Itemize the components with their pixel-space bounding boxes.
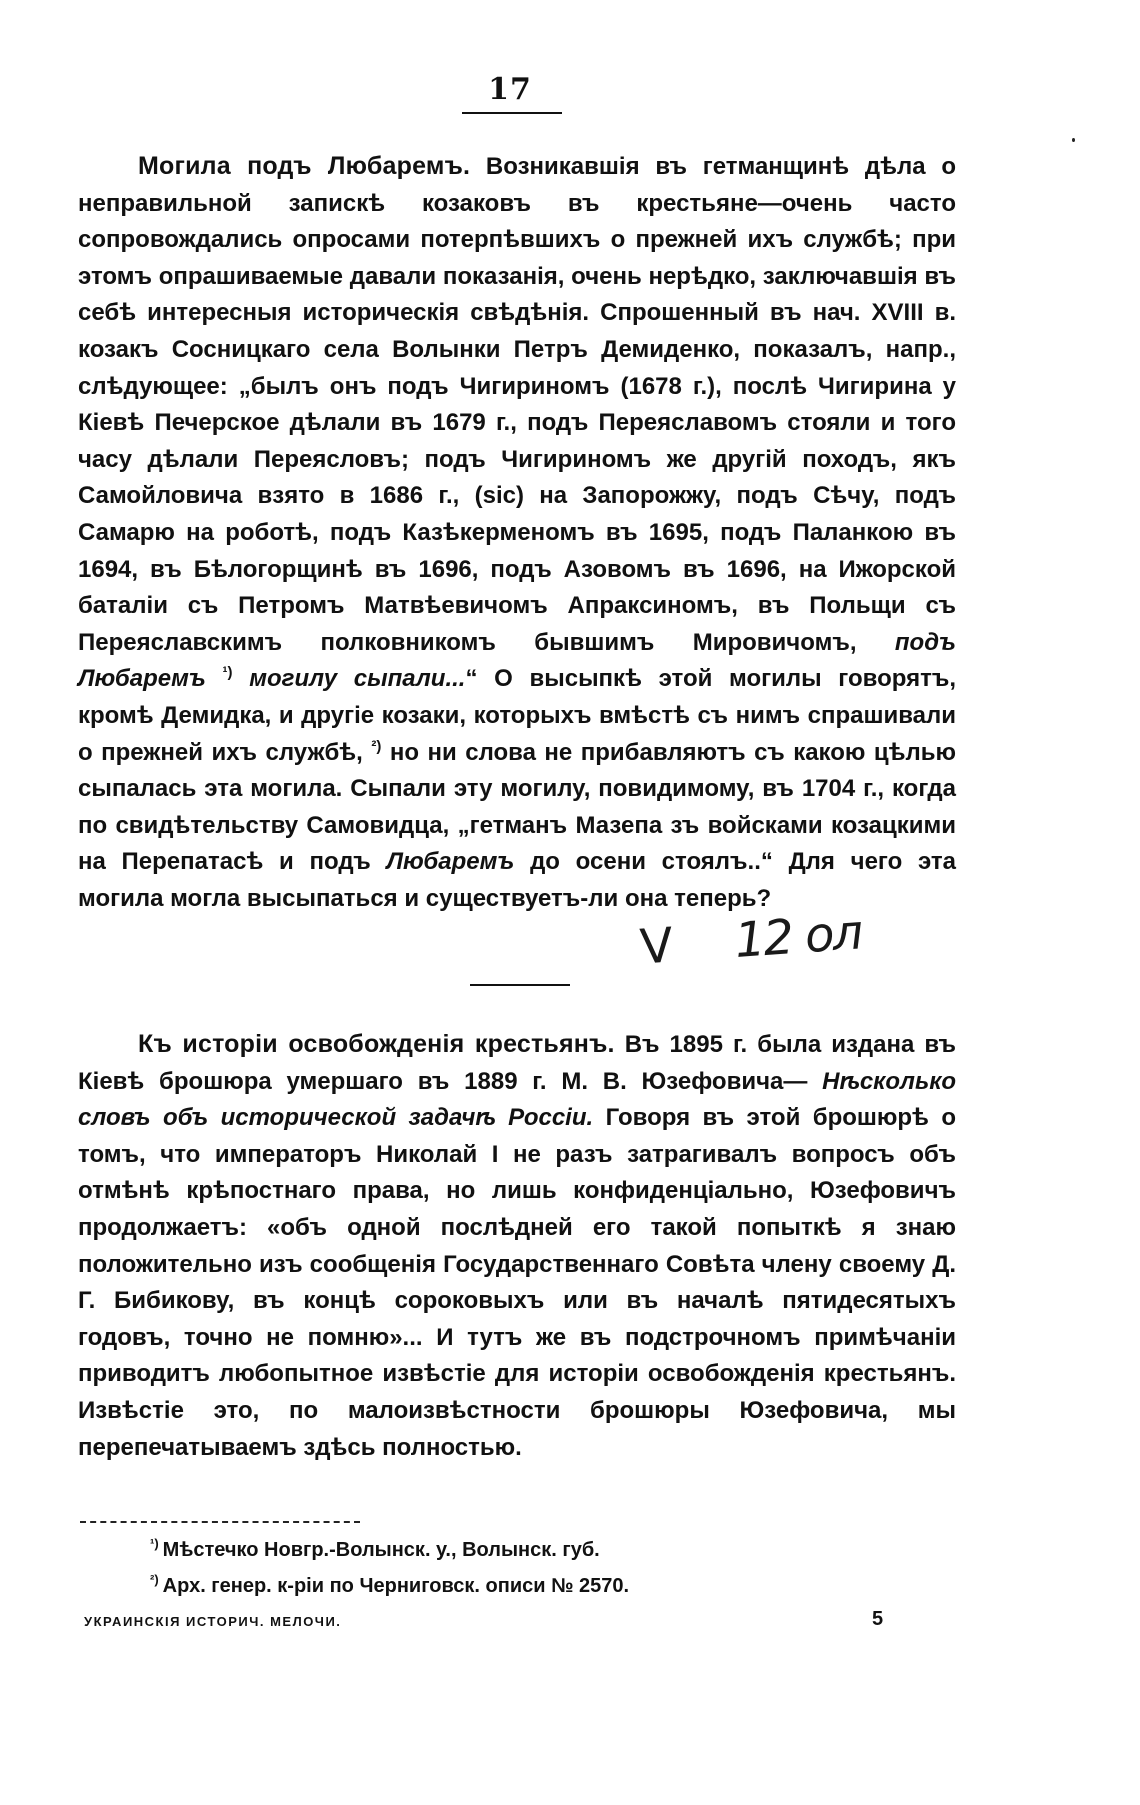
section-peasants-text-b: Говоря въ этой брошюрѣ о томъ, что императоръ Николай I не разъ затрагивалъ вопросъ объ отмѣнѣ крѣпостнаго права, но лишь конфиденціально, Юзефовичъ продолжаетъ: «объ одной послѣдней его такой попыткѣ я знаю положительно изъ сообщенія Государственнаго Совѣта члену своему Д. Г. Бибикову, въ концѣ сороковыхъ или въ началѣ пятидесятыхъ годовъ, точно не помню»... И тутъ же въ подстрочномъ примѣчаніи приводитъ любопытное извѣстіе для исторіи освобожденія крестьянъ. Извѣстіе это, по малоизвѣстности брошюры Юзефовича, мы перепечатываемъ здѣсь полностью.	[78, 1104, 956, 1461]
section-mogila-text-c: но ни слова не прибавляютъ съ какою цѣлью сыпалась эта могила. Сыпали эту могилу, повидимому, въ 1704 г., когда по свидѣтельству Самовидца, „гетманъ Мазепа зъ войсками козацкими на Перепатасѣ и подъ	[78, 738, 957, 876]
page-footer-signature: УКРАИНСКІЯ ИСТОРИЧ. МЕЛОЧИ.	[84, 1614, 342, 1629]
section-mogila-italic-3: Любаремъ	[386, 848, 515, 876]
footnote-1	[150, 1532, 930, 1568]
page-footer-signature-mark: 5	[872, 1608, 884, 1630]
section-peasants-italic: Нѣсколько словъ объ исторической задачѣ Россіи.	[78, 1067, 957, 1132]
footnote-2-mark: ²)	[150, 1572, 159, 1588]
footnote-2	[150, 1568, 930, 1604]
footnote-1-mark: ¹)	[150, 1536, 159, 1552]
footnote-rule	[80, 1521, 360, 1523]
section-mogila-italic-1: подъ Любаремъ	[78, 628, 956, 693]
section-divider	[470, 984, 570, 986]
section-mogila	[78, 148, 956, 917]
footnote-ref-1: ¹)	[222, 664, 233, 682]
footnote-2-text: Арх. генер. к-ріи по Черниговск. описи № 2570.	[162, 1575, 629, 1597]
section-peasants-text-a: Въ 1895 г. была издана въ Кіевѣ брошюра умершаго въ 1889 г. М. В. Юзефовича—	[78, 1031, 956, 1095]
section-mogila-italic-2: могилу сыпали...	[249, 665, 466, 693]
section-mogila-text-a: Возникавшія въ гетманщинѣ дѣла о неправильной запискѣ козаковъ въ крестьяне—очень часто сопровождались опросами потерпѣвшихъ о прежней ихъ службѣ; при этомъ опрашиваемые давали показанія, очень нерѣдко, заключавшія въ себѣ интересныя историческія свѣдѣнія. Спрошенный въ нач. XVIII в. козакъ Сосницкаго села Волынки Петръ Демиденко, показалъ, напр., слѣдующее: „былъ онъ подъ Чигириномъ (1678 г.), послѣ Чигирина у Кіевѣ Печерское дѣлали въ 1679 г., подъ Переяславомъ стояли и того часу дѣлали Переясловъ; подъ Чигириномъ же другій походъ, якъ Самойловича взято в 1686 г., (sic) на Запорожжу, подъ Сѣчу, подъ Самарю на роботѣ, подъ Казѣкерменомъ въ 1695, подъ Паланкою въ 1694, въ Бѣлогорщинѣ въ 1696, подъ Азовомъ въ 1696, на Ижорской баталіи съ Петромъ Матвѣевичомъ Апраксиномъ, въ Польщи съ Переяславскимъ полковникомъ бывшимъ Мировичомъ,	[78, 153, 957, 656]
handwritten-number: 12 ол	[732, 904, 863, 970]
page-number-rule	[462, 112, 562, 114]
section-peasants-paragraph	[78, 1026, 956, 1466]
footnote-ref-2: ²)	[371, 737, 382, 755]
page-number: 17	[488, 72, 532, 107]
handwritten-check-mark: V	[638, 917, 675, 976]
ink-speck	[1072, 138, 1075, 142]
section-mogila-text-d: до осени стоялъ..“ Для чего эта могила могла высыпаться и существуетъ-ли она теперь?	[78, 848, 957, 912]
section-peasants	[78, 1026, 956, 1466]
footnote-1-text: Мѣстечко Новгр.-Волынск. у., Волынск. губ.	[162, 1539, 600, 1561]
section-mogila-text-b: “ О высыпкѣ этой могилы говорятъ, кромѣ Демидка, и другіе козаки, которыхъ вмѣстѣ съ нимъ спрашивали о прежней ихъ службѣ,	[78, 665, 957, 766]
section-peasants-heading: Къ исторіи освобожденія крестьянъ.	[138, 1030, 615, 1058]
section-mogila-paragraph	[78, 148, 956, 917]
section-mogila-heading: Могила подъ Любаремъ.	[138, 152, 471, 180]
footnotes	[150, 1532, 930, 1604]
